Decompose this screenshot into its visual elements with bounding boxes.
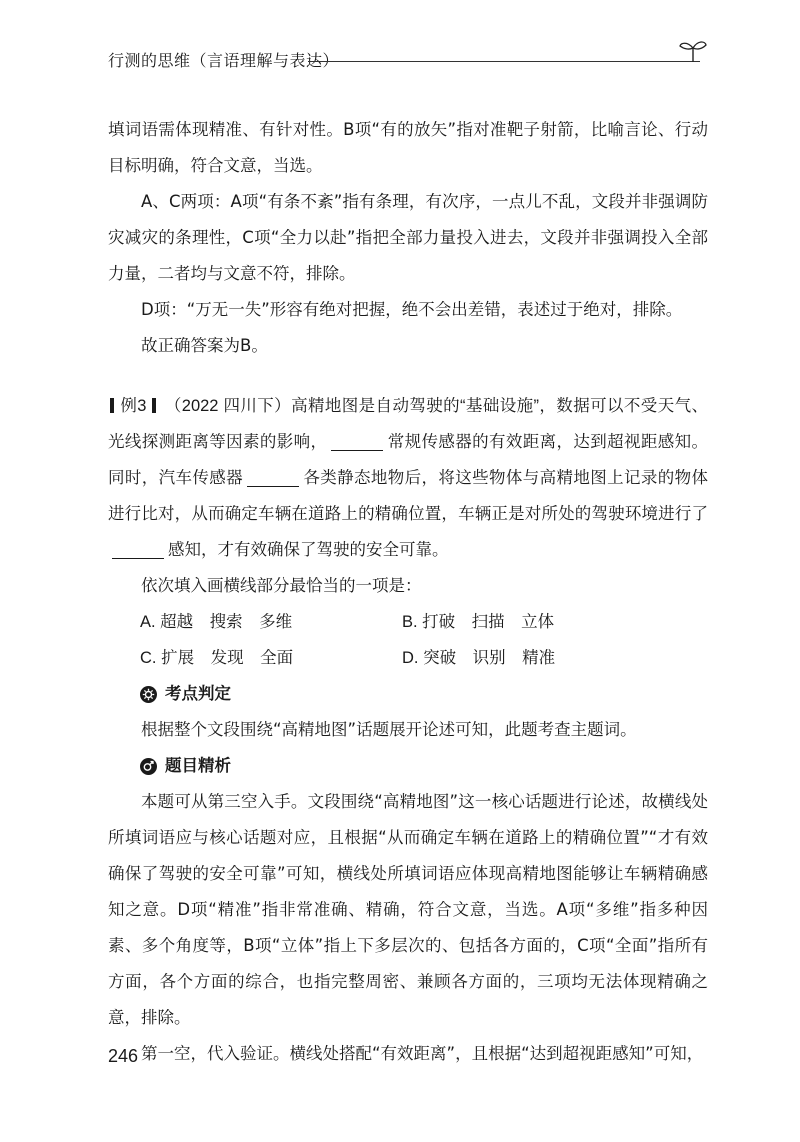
section-heading-kaodian (108, 676, 708, 712)
header-rule (308, 61, 700, 62)
running-header-title: 行测的思维（言语理解与表达） (108, 51, 340, 70)
blank-3 (112, 538, 164, 559)
example-question-stem (108, 388, 708, 568)
question-prompt: 依次填入画横线部分最恰当的一项是： (141, 577, 422, 595)
answer-line: 故正确答案为B。 (141, 336, 268, 355)
page-body (108, 112, 708, 1072)
blank-2 (247, 466, 299, 487)
section-heading-text: 考点判定 (165, 685, 231, 703)
section-heading-text: 题目精析 (165, 757, 231, 775)
jingxi-paragraph: 第一空，代入验证。横线处搭配“有效距离”，且根据“达到超视距感知”可知， (141, 1044, 704, 1063)
stem-text: 感知，才有效确保了驾驶的安全可靠。 (168, 541, 449, 559)
analysis-icon (140, 758, 157, 775)
stem-text: 各类静态地物后，将这些物体与高精地图上记录的物体进行比对，从而确定车辆在道路上的精确位置，车辆正是对所处的驾驶环境进行了 (108, 469, 708, 523)
blank-1 (331, 430, 383, 451)
running-header (108, 48, 708, 78)
sprout-icon (678, 38, 708, 64)
answer-options (108, 604, 708, 676)
jingxi-paragraph: 本题可从第三空入手。文段围绕“高精地图”这一核心话题进行论述，故横线处所填词语应与核心话题对应，且根据“从而确定车辆在道路上的精确位置”“才有效确保了驾驶的安全可靠”可知，横线处所填词语应体现高精地图能够让车辆精确感知之意。D项“精准”指非常准确、精确，符合文意，当选。A项“多维”指多种因素、多个角度等，B项“立体”指上下多层次的、包括各方面的，C项“全面”指所有方面，各个方面的综合，也指完整周密、兼顾各方面的，三项均无法体现精确之意，排除。 (108, 792, 708, 1027)
analysis-paragraph: D项：“万无一失”形容有绝对把握，绝不会出差错，表述过于绝对，排除。 (141, 300, 683, 319)
page-number: 246 (108, 1046, 139, 1066)
analysis-paragraph: 填词语需体现精准、有针对性。B项“有的放矢”指对准靶子射箭，比喻言论、行动目标明确，符合文意，当选。 (108, 120, 708, 175)
option-b: B. 打破 扫描 立体 (402, 613, 555, 631)
example-marker-right (152, 398, 156, 413)
kaodian-text: 根据整个文段围绕“高精地图”话题展开论述可知，此题考查主题词。 (141, 720, 637, 739)
stem-text: 常规传感器的有效距离，达到超视距感知。同时，汽车传感器 (108, 433, 708, 487)
example-marker-left (110, 398, 114, 413)
option-d: D. 突破 识别 精准 (402, 649, 556, 667)
option-c: C. 扩展 发现 全面 (140, 649, 294, 667)
example-label: 例3 (120, 397, 147, 415)
option-a: A. 超越 搜索 多维 (140, 613, 293, 631)
example-source: （2022 四川下） (164, 397, 292, 415)
stem-text: 高精地图是自动驾驶的“基础设施”，数据可以不受天气、光线探测距离等因素的影响， (108, 397, 708, 451)
analysis-paragraph: A、C两项：A项“有条不紊”指有条理，有次序，一点儿不乱，文段并非强调防灾减灾的条理性，C项“全力以赴”指把全部力量投入进去，文段并非强调投入全部力量，二者均与文意不符，排除。 (108, 192, 708, 283)
section-heading-jingxi (108, 748, 708, 784)
gear-icon (140, 686, 157, 703)
